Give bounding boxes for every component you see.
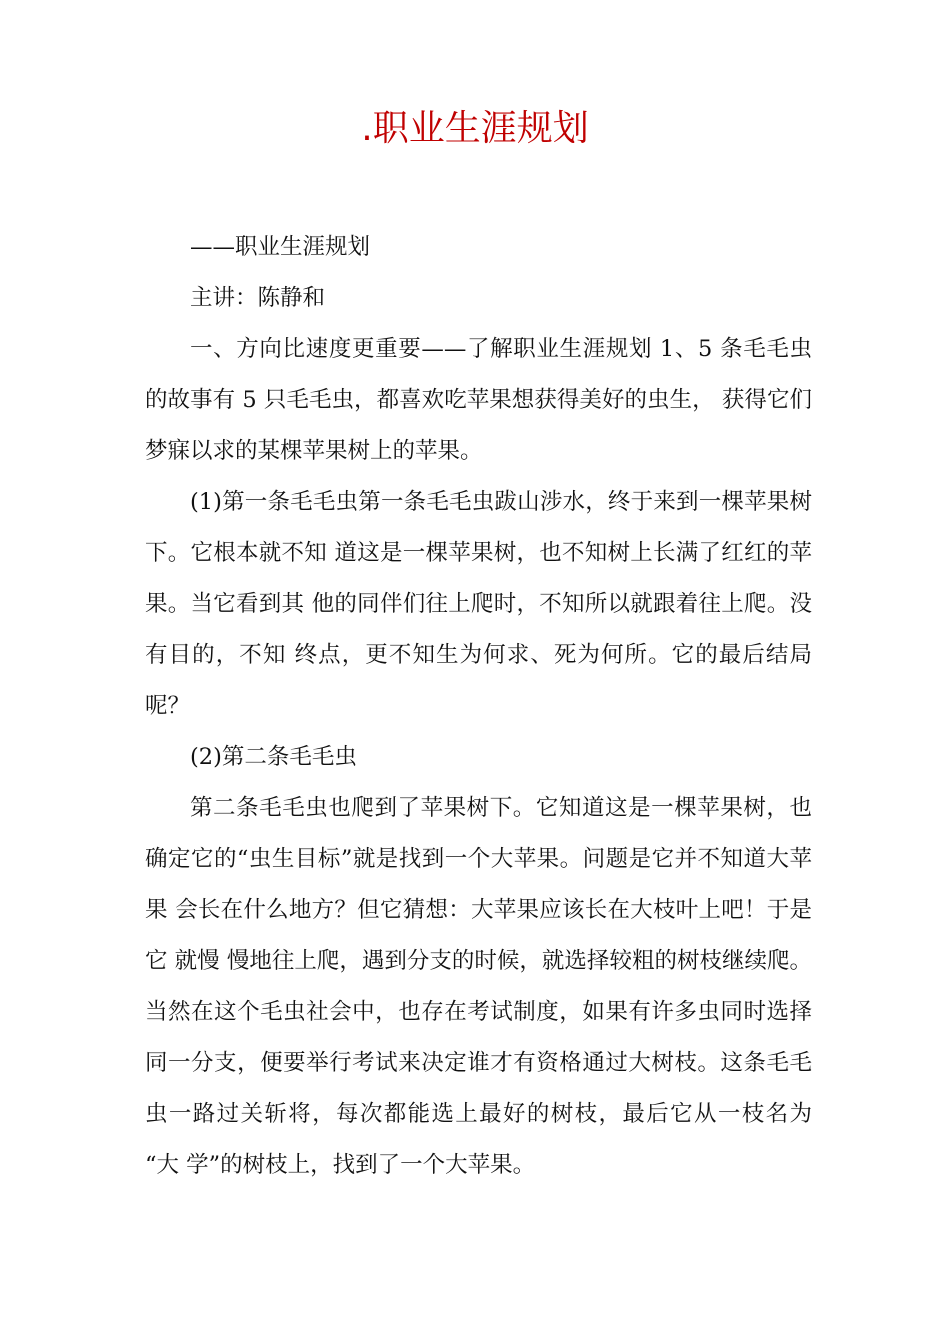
paragraph: 第二条毛毛虫也爬到了苹果树下。它知道这是一棵苹果树，也确定它的“虫生目标”就是找到一个大苹果。问题是它并不知道大苹果 会长在什么地方？但它猜想：大苹果应该长在大枝叶上吧！于是它 就慢 慢地往上爬，遇到分支的时候，就选择较粗的树枝继续爬。 当然在这个毛虫社会中，也存在考试制度，如果有许多虫同时选择 同一分支，便要举行考试来决定谁才有资格通过大树枝。这条毛毛 虫一路过关斩将，每次都能选上最好的树枝，最后它从一枝名为 “大 学”的树枝上，找到了一个大苹果。 xyxy=(145,795,812,1178)
paragraph: (1)第一条毛毛虫第一条毛毛虫跋山涉水，终于来到一棵苹果树下。它根本就不知 道这是一棵苹果树，也不知树上长满了红红的苹果。当它看到其 他的同伴们往上爬时，不知所以就跟着往上爬。没有目的，不知 终点，更不知生为何求、死为何所。它的最后结局呢？ xyxy=(145,489,812,719)
paragraph: 一、方向比速度更重要——了解职业生涯规划 1、5 条毛毛虫的故事有 5 只毛毛虫，都喜欢吃苹果想获得美好的虫生， 获得它们梦寐以求的某棵苹果树上的苹果。 xyxy=(145,336,812,464)
subtitle-line: ——职业生涯规划 xyxy=(190,234,371,260)
document-title: .职业生涯规划 xyxy=(361,108,589,149)
section-heading: (2)第二条毛毛虫 xyxy=(190,744,357,770)
lecturer-line: 主讲：陈静和 xyxy=(190,285,326,311)
document-body xyxy=(145,222,812,1191)
